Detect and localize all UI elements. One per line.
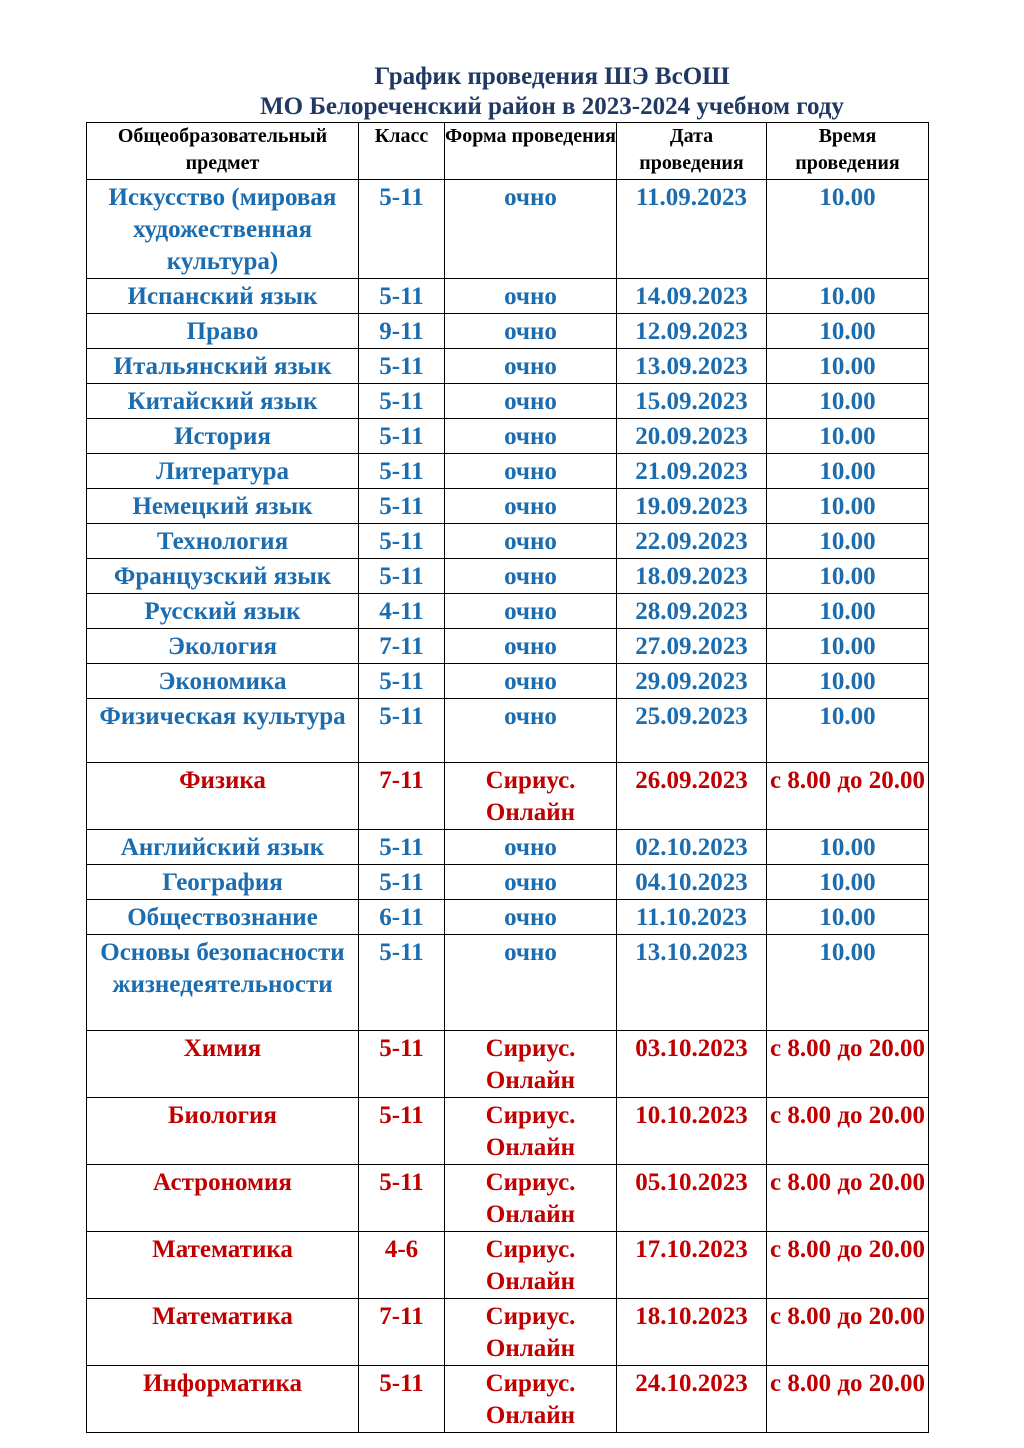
cell-form: Сириус. Онлайн [445, 1031, 617, 1098]
cell-grade: 5-11 [359, 1366, 445, 1433]
cell-grade: 7-11 [359, 629, 445, 664]
cell-time: 10.00 [767, 830, 929, 865]
cell-form: очно [445, 349, 617, 384]
cell-grade: 5-11 [359, 1165, 445, 1232]
cell-subject: Французский язык [87, 559, 359, 594]
cell-subject: Математика [87, 1232, 359, 1299]
cell-subject: Русский язык [87, 594, 359, 629]
cell-form: Сириус. Онлайн [445, 1098, 617, 1165]
cell-subject: Литература [87, 454, 359, 489]
cell-form: Сириус. Онлайн [445, 1366, 617, 1433]
cell-grade: 5-11 [359, 419, 445, 454]
cell-date: 27.09.2023 [617, 629, 767, 664]
cell-grade: 5-11 [359, 699, 445, 763]
cell-time: 10.00 [767, 664, 929, 699]
cell-grade: 5-11 [359, 524, 445, 559]
table-row [87, 454, 929, 489]
cell-form: очно [445, 419, 617, 454]
cell-time: 10.00 [767, 594, 929, 629]
cell-form: очно [445, 865, 617, 900]
table-row [87, 900, 929, 935]
cell-form: Сириус. Онлайн [445, 763, 617, 830]
header-form: Форма проведения [445, 123, 617, 180]
table-row [87, 279, 929, 314]
cell-grade: 5-11 [359, 559, 445, 594]
table-row [87, 524, 929, 559]
table-row [87, 180, 929, 279]
cell-time: 10.00 [767, 314, 929, 349]
cell-date: 17.10.2023 [617, 1232, 767, 1299]
cell-grade: 7-11 [359, 763, 445, 830]
cell-time: 10.00 [767, 900, 929, 935]
cell-date: 11.09.2023 [617, 180, 767, 279]
cell-grade: 5-11 [359, 830, 445, 865]
cell-date: 24.10.2023 [617, 1366, 767, 1433]
cell-form: очно [445, 279, 617, 314]
cell-grade: 6-11 [359, 900, 445, 935]
cell-date: 03.10.2023 [617, 1031, 767, 1098]
document-title-line1: График проведения ШЭ ВсОШ [374, 63, 730, 90]
cell-form: очно [445, 180, 617, 279]
table-row [87, 384, 929, 419]
table-row [87, 1031, 929, 1098]
cell-subject: Биология [87, 1098, 359, 1165]
cell-form: очно [445, 699, 617, 763]
table-row [87, 1165, 929, 1232]
cell-form: Сириус. Онлайн [445, 1299, 617, 1366]
cell-subject: Математика [87, 1299, 359, 1366]
cell-date: 14.09.2023 [617, 279, 767, 314]
table-row [87, 314, 929, 349]
cell-form: очно [445, 454, 617, 489]
cell-time: с 8.00 до 20.00 [767, 1299, 929, 1366]
cell-grade: 5-11 [359, 180, 445, 279]
cell-grade: 4-6 [359, 1232, 445, 1299]
cell-form: очно [445, 830, 617, 865]
cell-subject: Итальянский язык [87, 349, 359, 384]
cell-form: очно [445, 935, 617, 1031]
cell-time: с 8.00 до 20.00 [767, 763, 929, 830]
cell-subject: Искусство (мировая художественная культура) [87, 180, 359, 279]
cell-time: 10.00 [767, 524, 929, 559]
cell-date: 13.09.2023 [617, 349, 767, 384]
cell-time: с 8.00 до 20.00 [767, 1366, 929, 1433]
cell-subject: Астрономия [87, 1165, 359, 1232]
table-row [87, 664, 929, 699]
cell-grade: 5-11 [359, 279, 445, 314]
table-row [87, 594, 929, 629]
cell-date: 26.09.2023 [617, 763, 767, 830]
cell-time: 10.00 [767, 935, 929, 1031]
document-title-line2: МО Белореченский район в 2023-2024 учебном году [260, 93, 844, 120]
cell-form: Сириус. Онлайн [445, 1165, 617, 1232]
cell-subject: Экология [87, 629, 359, 664]
cell-time: 10.00 [767, 559, 929, 594]
table-row [87, 1098, 929, 1165]
cell-date: 20.09.2023 [617, 419, 767, 454]
cell-date: 19.09.2023 [617, 489, 767, 524]
cell-time: 10.00 [767, 384, 929, 419]
cell-grade: 4-11 [359, 594, 445, 629]
cell-grade: 5-11 [359, 384, 445, 419]
cell-subject: Физическая культура [87, 699, 359, 763]
cell-form: очно [445, 489, 617, 524]
cell-subject: Информатика [87, 1366, 359, 1433]
cell-subject: Немецкий язык [87, 489, 359, 524]
table-row [87, 629, 929, 664]
table-row [87, 1366, 929, 1433]
cell-subject: Основы безопасности жизнедеятельности [87, 935, 359, 1031]
header-subject: Общеобразовательный предмет [87, 123, 359, 180]
cell-time: 10.00 [767, 454, 929, 489]
cell-date: 13.10.2023 [617, 935, 767, 1031]
olympiad-schedule-table [86, 122, 929, 1433]
cell-subject: Экономика [87, 664, 359, 699]
cell-form: очно [445, 664, 617, 699]
table-row [87, 419, 929, 454]
cell-form: очно [445, 900, 617, 935]
cell-grade: 5-11 [359, 1098, 445, 1165]
cell-time: 10.00 [767, 279, 929, 314]
cell-date: 04.10.2023 [617, 865, 767, 900]
cell-time: 10.00 [767, 489, 929, 524]
cell-subject: История [87, 419, 359, 454]
table-row [87, 559, 929, 594]
cell-subject: Обществознание [87, 900, 359, 935]
table-row [87, 1299, 929, 1366]
cell-grade: 5-11 [359, 1031, 445, 1098]
table-row [87, 830, 929, 865]
header-time: Время проведения [767, 123, 929, 180]
cell-date: 10.10.2023 [617, 1098, 767, 1165]
cell-subject: Английский язык [87, 830, 359, 865]
cell-time: 10.00 [767, 419, 929, 454]
cell-date: 02.10.2023 [617, 830, 767, 865]
cell-date: 21.09.2023 [617, 454, 767, 489]
cell-subject: Технология [87, 524, 359, 559]
cell-form: очно [445, 384, 617, 419]
cell-grade: 5-11 [359, 489, 445, 524]
cell-subject: Физика [87, 763, 359, 830]
table-row [87, 1232, 929, 1299]
cell-subject: Право [87, 314, 359, 349]
cell-date: 12.09.2023 [617, 314, 767, 349]
cell-grade: 5-11 [359, 664, 445, 699]
cell-subject: География [87, 865, 359, 900]
cell-form: очно [445, 594, 617, 629]
table-row [87, 699, 929, 763]
cell-form: очно [445, 559, 617, 594]
cell-time: с 8.00 до 20.00 [767, 1031, 929, 1098]
cell-form: очно [445, 314, 617, 349]
cell-subject: Химия [87, 1031, 359, 1098]
cell-date: 22.09.2023 [617, 524, 767, 559]
cell-form: очно [445, 524, 617, 559]
table-row [87, 349, 929, 384]
table-row [87, 865, 929, 900]
cell-grade: 5-11 [359, 865, 445, 900]
table-row [87, 763, 929, 830]
cell-time: 10.00 [767, 180, 929, 279]
cell-grade: 5-11 [359, 935, 445, 1031]
cell-time: с 8.00 до 20.00 [767, 1232, 929, 1299]
cell-time: с 8.00 до 20.00 [767, 1165, 929, 1232]
cell-time: с 8.00 до 20.00 [767, 1098, 929, 1165]
cell-grade: 7-11 [359, 1299, 445, 1366]
cell-date: 29.09.2023 [617, 664, 767, 699]
cell-date: 18.09.2023 [617, 559, 767, 594]
table-row [87, 935, 929, 1031]
cell-time: 10.00 [767, 629, 929, 664]
cell-time: 10.00 [767, 865, 929, 900]
cell-date: 05.10.2023 [617, 1165, 767, 1232]
cell-subject: Испанский язык [87, 279, 359, 314]
cell-date: 28.09.2023 [617, 594, 767, 629]
cell-subject: Китайский язык [87, 384, 359, 419]
header-date: Дата проведения [617, 123, 767, 180]
table-header-row [87, 123, 929, 180]
cell-date: 18.10.2023 [617, 1299, 767, 1366]
cell-grade: 5-11 [359, 454, 445, 489]
cell-time: 10.00 [767, 699, 929, 763]
cell-form: Сириус. Онлайн [445, 1232, 617, 1299]
cell-time: 10.00 [767, 349, 929, 384]
table-row [87, 489, 929, 524]
header-grade: Класс [359, 123, 445, 180]
cell-grade: 5-11 [359, 349, 445, 384]
cell-date: 11.10.2023 [617, 900, 767, 935]
cell-date: 15.09.2023 [617, 384, 767, 419]
cell-form: очно [445, 629, 617, 664]
cell-grade: 9-11 [359, 314, 445, 349]
cell-date: 25.09.2023 [617, 699, 767, 763]
